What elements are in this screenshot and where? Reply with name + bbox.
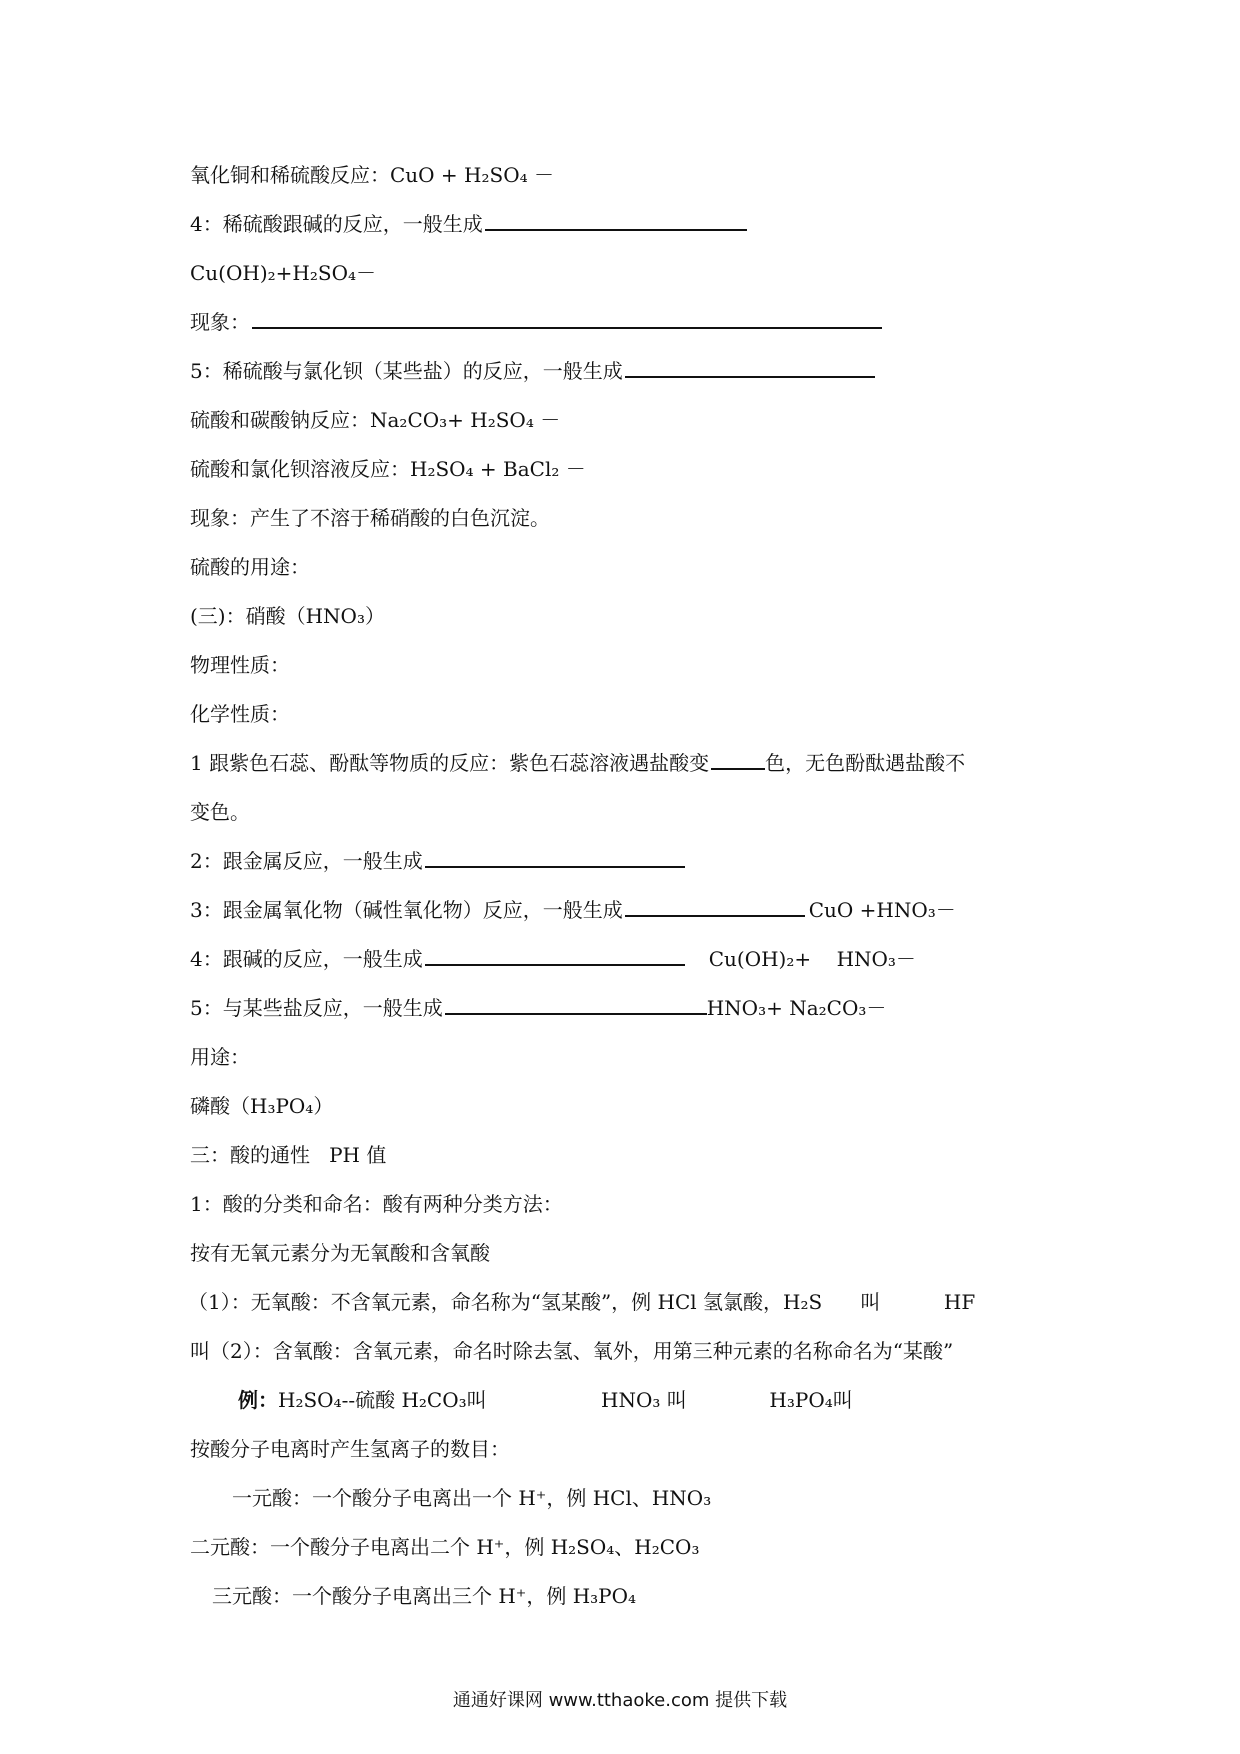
text-line: 1：酸的分类和命名：酸有两种分类方法： [190,1192,563,1216]
answer-blank[interactable] [485,211,747,231]
text-line: 氧化铜和稀硫酸反应：CuO + H₂SO₄ － [190,163,554,187]
text-line: 叫（2）：含氧酸：含氧元素，命名时除去氢、氧外，用第三种元素的名称命名为“某酸” [190,1339,954,1363]
answer-blank[interactable] [711,750,765,770]
text-line: 二元酸：一个酸分子电离出二个 H⁺，例 H₂SO₄、H₂CO₃ [190,1535,700,1559]
text-line: 硫酸和碳酸钠反应：Na₂CO₃+ H₂SO₄ － [190,408,561,432]
text-line: 3：跟金属氧化物（碱性氧化物）反应，一般生成 CuO +HNO₃－ [190,898,956,922]
text-line: 按有无氧元素分为无氧酸和含氧酸 [190,1241,490,1265]
text-line: 三元酸：一个酸分子电离出三个 H⁺，例 H₃PO₄ [212,1584,637,1608]
answer-blank[interactable] [625,897,805,917]
text-line: Cu(OH)₂+H₂SO₄－ [190,261,376,285]
answer-blank[interactable] [425,946,685,966]
text-line: 用途： [190,1045,250,1069]
text-line: 1 跟紫色石蕊、酚酞等物质的反应：紫色石蕊溶液遇盐酸变 色，无色酚酞遇盐酸不 [190,751,966,775]
text-line: 现象：产生了不溶于稀硝酸的白色沉淀。 [190,506,550,530]
text-line: 硫酸的用途： [190,555,310,579]
text-line: 2：跟金属反应，一般生成 [190,848,685,874]
answer-blank[interactable] [252,309,882,329]
answer-blank[interactable] [625,358,875,378]
text-line: 按酸分子电离时产生氢离子的数目： [190,1437,510,1461]
section-heading: (三)：硝酸（HNO₃） [190,604,385,628]
text-line: 4：稀硫酸跟碱的反应，一般生成 [190,211,747,237]
section-heading: 三：酸的通性 PH 值 [190,1143,387,1167]
text-line: 5：与某些盐反应，一般生成 HNO₃+ Na₂CO₃－ [190,996,887,1020]
section-heading: 磷酸（H₃PO₄） [190,1094,334,1118]
text-line: 变色。 [190,800,250,824]
text-line: 化学性质： [190,702,290,726]
page-footer: 通通好课网 www.tthaoke.com 提供下载 [452,1690,788,1711]
text-line: 一元酸：一个酸分子电离出一个 H⁺，例 HCl、HNO₃ [232,1486,712,1510]
text-line: 硫酸和氯化钡溶液反应：H₂SO₄ + BaCl₂ － [190,457,586,481]
answer-blank[interactable] [445,995,707,1015]
answer-blank[interactable] [425,848,685,868]
text-line: （1）：无氧酸：不含氧元素，命名称为“氢某酸”，例 HCl 氢氯酸，H₂S 叫 HF [188,1290,976,1314]
text-line: 4：跟碱的反应，一般生成 Cu(OH)₂+ HNO₃－ [190,947,916,971]
text-line: 5：稀硫酸与氯化钡（某些盐）的反应，一般生成 [190,358,875,384]
text-line: 物理性质： [190,653,290,677]
text-line: 现象： [190,309,882,335]
text-line: 例：H₂SO₄--硫酸 H₂CO₃叫 HNO₃ 叫 H₃PO₄叫 [238,1388,853,1412]
